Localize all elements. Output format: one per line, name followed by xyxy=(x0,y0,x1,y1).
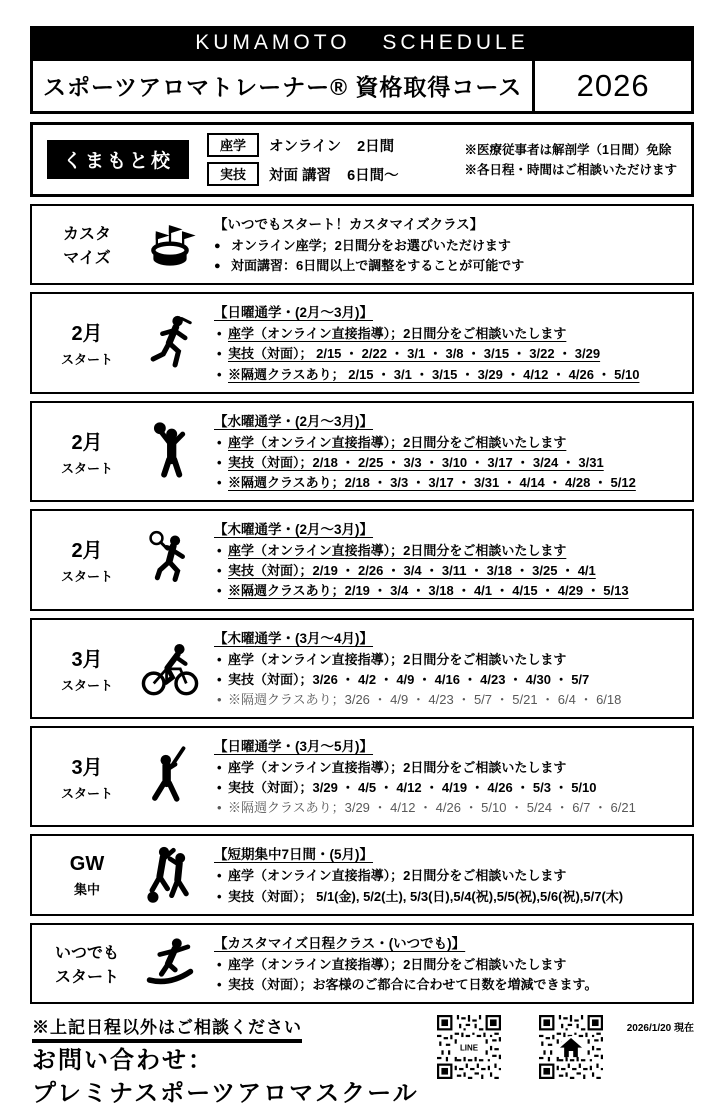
course-format-list xyxy=(207,133,399,186)
bullet-item: • 実技（対面）； 5/1(金), 5/2(土), 5/3(日),5/4(祝),5/5(祝),5/6(祝),5/7(木) xyxy=(214,887,682,907)
bullet-item: • 座学（オンライン直接指導）；2日間分をご相談いたします xyxy=(214,758,682,778)
row-label xyxy=(42,643,132,694)
bullet-item: • 実技（対面）；3/26 ・ 4/2 ・ 4/9 ・ 4/16 ・ 4/23 ・ 4/30 ・ 5/7 xyxy=(214,670,682,690)
bullet-item: • ※隔週クラスあり；2/19 ・ 3/4 ・ 3/18 ・ 4/1 ・ 4/15 ・ 4/29 ・ 5/13 xyxy=(214,581,682,601)
row-label xyxy=(42,853,132,898)
header-note-1: ※医療従事者は解剖学（1日間）免除 xyxy=(464,142,672,157)
website-qr-code xyxy=(539,1015,603,1079)
year-label: 2026 xyxy=(532,61,691,111)
school-name-badge: くまもと校 xyxy=(47,140,189,179)
row-label-sub: 集中 xyxy=(73,881,100,897)
contact-school-name: プレミナスポーツアロマスクール xyxy=(32,1080,419,1108)
bullet-list xyxy=(214,236,682,276)
practice-format-row xyxy=(207,162,399,186)
bullet-item: • 実技（対面）；2/18 ・ 2/25 ・ 3/3 ・ 3/10 ・ 3/17 ・ 3/24 ・ 3/31 xyxy=(214,453,682,473)
contact-block xyxy=(30,1013,423,1109)
bullet-item: • 座学（オンライン直接指導）；2日間分をご相談いたします xyxy=(214,433,682,453)
row-content xyxy=(208,932,682,995)
stadium-icon xyxy=(136,220,204,270)
bullet-item: • 実技（対面）； 2/15 ・ 2/22 ・ 3/1 ・ 3/8 ・ 3/15 ・ 3/22 ・ 3/29 xyxy=(214,344,682,364)
bullet-list xyxy=(214,758,682,818)
schedule-row-feb-sunday xyxy=(30,292,694,393)
lecture-tag: 座学 xyxy=(207,133,259,157)
lecture-desc: オンライン xyxy=(269,138,342,155)
row-title: 【木曜通学・(3月～4月)】 xyxy=(214,630,374,646)
header-notes xyxy=(464,140,677,180)
row-content xyxy=(208,843,682,906)
row-label xyxy=(42,534,132,585)
row-label xyxy=(42,221,132,268)
row-title: 【日曜通学・(3月～5月)】 xyxy=(214,738,374,754)
row-label-main: カスタ xyxy=(62,226,111,244)
page-banner xyxy=(30,26,694,61)
bullet-item: • ※隔週クラスあり；2/18 ・ 3/3 ・ 3/17 ・ 3/31 ・ 4/14 ・ 4/28 ・ 5/12 xyxy=(214,473,682,493)
lecture-format-row xyxy=(207,133,399,157)
row-label-main: 3月 xyxy=(71,757,103,780)
row-title: 【日曜通学・(2月～3月)】 xyxy=(214,305,374,321)
cyclist-icon xyxy=(136,638,204,698)
footer-note: ※上記日程以外はご相談ください xyxy=(32,1013,302,1043)
bullet-list xyxy=(214,866,682,906)
row-title: 【水曜通学・(2月～3月)】 xyxy=(214,413,374,429)
runner-icon xyxy=(136,312,204,374)
page-footer xyxy=(30,1013,694,1109)
row-content xyxy=(208,735,682,818)
snowboarder-icon xyxy=(136,935,204,991)
row-label-sub: スタート xyxy=(60,786,113,802)
practice-tag: 実技 xyxy=(207,162,259,186)
schedule-row-feb-wednesday xyxy=(30,401,694,502)
practice-desc: 対面 講習 xyxy=(269,167,332,184)
row-label-main: 2月 xyxy=(71,540,103,563)
banner-title: KUMAMOTO SCHEDULE xyxy=(195,31,529,54)
bullet-item: • 座学（オンライン直接指導）；2日間分をご相談いたします xyxy=(214,324,682,344)
row-content xyxy=(208,410,682,493)
row-content xyxy=(208,301,682,384)
row-label-sub: スタート xyxy=(60,677,113,693)
basketball-player-icon xyxy=(136,420,204,482)
row-title: 【短期集中7日間・(5月)】 xyxy=(214,847,374,863)
contact-label: お問い合わせ： xyxy=(32,1046,214,1074)
bullet-list xyxy=(214,324,682,384)
row-content xyxy=(208,627,682,710)
as-of-date: 2026/1/20 現在 xyxy=(626,1022,694,1034)
bullet-item: • 実技（対面）；お客様のご都合に合わせて日数を増減できます。 xyxy=(214,975,682,995)
bullet-item: • 実技（対面）；3/29 ・ 4/5 ・ 4/12 ・ 4/19 ・ 4/26 ・ 5/3 ・ 5/10 xyxy=(214,778,682,798)
bullet-item: • 座学（オンライン直接指導）；2日間分をご相談いたします xyxy=(214,866,682,886)
bullet-item: • ※隔週クラスあり；3/29 ・ 4/12 ・ 4/26 ・ 5/10 ・ 5/24 ・ 6/7 ・ 6/21 xyxy=(214,798,682,818)
bullet-item: • 実技（対面）；2/19 ・ 2/26 ・ 3/4 ・ 3/11 ・ 3/18 ・ 3/25 ・ 4/1 xyxy=(214,561,682,581)
course-title-box xyxy=(30,61,694,114)
bullet-list xyxy=(214,955,682,995)
school-header xyxy=(30,122,694,197)
schedule-row-anytime xyxy=(30,923,694,1004)
schedule-row-mar-thursday xyxy=(30,618,694,719)
bullet-list xyxy=(214,650,682,710)
bullet-item: ● 対面講習：6日間以上で調整をすることが可能です xyxy=(214,256,682,276)
bullet-item: • 座学（オンライン直接指導）；2日間分をご相談いたします xyxy=(214,955,682,975)
row-label xyxy=(42,426,132,477)
row-label xyxy=(42,751,132,802)
bullet-item: ● オンライン座学；2日間分をお選びいただけます xyxy=(214,236,682,256)
row-title: 【いつでもスタート！カスタマイズクラス】 xyxy=(214,217,484,232)
bullet-list xyxy=(214,433,682,493)
line-qr-code xyxy=(437,1015,501,1079)
row-label-main: 2月 xyxy=(71,323,103,346)
basketball-duo-icon xyxy=(136,844,204,906)
schedule-row-mar-sunday xyxy=(30,726,694,827)
bullet-item: • ※隔週クラスあり；3/26 ・ 4/9 ・ 4/23 ・ 5/7 ・ 5/21 ・ 6/4 ・ 6/18 xyxy=(214,690,682,710)
row-label xyxy=(42,940,132,987)
row-label-main: いつでも xyxy=(54,944,119,962)
row-title: 【木曜通学・(2月～3月)】 xyxy=(214,522,374,538)
row-label-sub: スタート xyxy=(60,460,113,476)
practice-days: 6日間～ xyxy=(347,167,399,184)
row-content xyxy=(208,213,682,276)
schedule-row-feb-thursday xyxy=(30,509,694,610)
bullet-list xyxy=(214,541,682,601)
row-label-main: GW xyxy=(69,852,105,875)
lecture-days: 2日間 xyxy=(357,138,395,155)
tennis-player-icon xyxy=(136,528,204,592)
row-label-sub: スタート xyxy=(60,569,113,585)
row-label-main: 2月 xyxy=(71,431,103,454)
row-label-sub: スタート xyxy=(60,352,113,368)
row-label-main: 3月 xyxy=(71,648,103,671)
row-label-sub: マイズ xyxy=(63,250,111,268)
row-label-sub: スタート xyxy=(54,968,119,986)
bullet-item: • 座学（オンライン直接指導）；2日間分をご相談いたします xyxy=(214,650,682,670)
schedule-row-customize xyxy=(30,204,694,285)
bullet-item: • 座学（オンライン直接指導）；2日間分をご相談いたします xyxy=(214,541,682,561)
row-content xyxy=(208,518,682,601)
header-note-2: ※各日程・時間はご相談いただけます xyxy=(464,162,677,177)
row-label xyxy=(42,317,132,368)
baseball-batter-icon xyxy=(136,745,204,809)
course-title: スポーツアロマトレーナー® 資格取得コース xyxy=(43,74,523,100)
line-qr-label: LINE xyxy=(459,1043,478,1053)
schedule-row-gw xyxy=(30,834,694,915)
bullet-item: • ※隔週クラスあり； 2/15 ・ 3/1 ・ 3/15 ・ 3/29 ・ 4/12 ・ 4/26 ・ 5/10 xyxy=(214,365,682,385)
row-title: 【カスタマイズ日程クラス・(いつでも)】 xyxy=(214,935,466,951)
